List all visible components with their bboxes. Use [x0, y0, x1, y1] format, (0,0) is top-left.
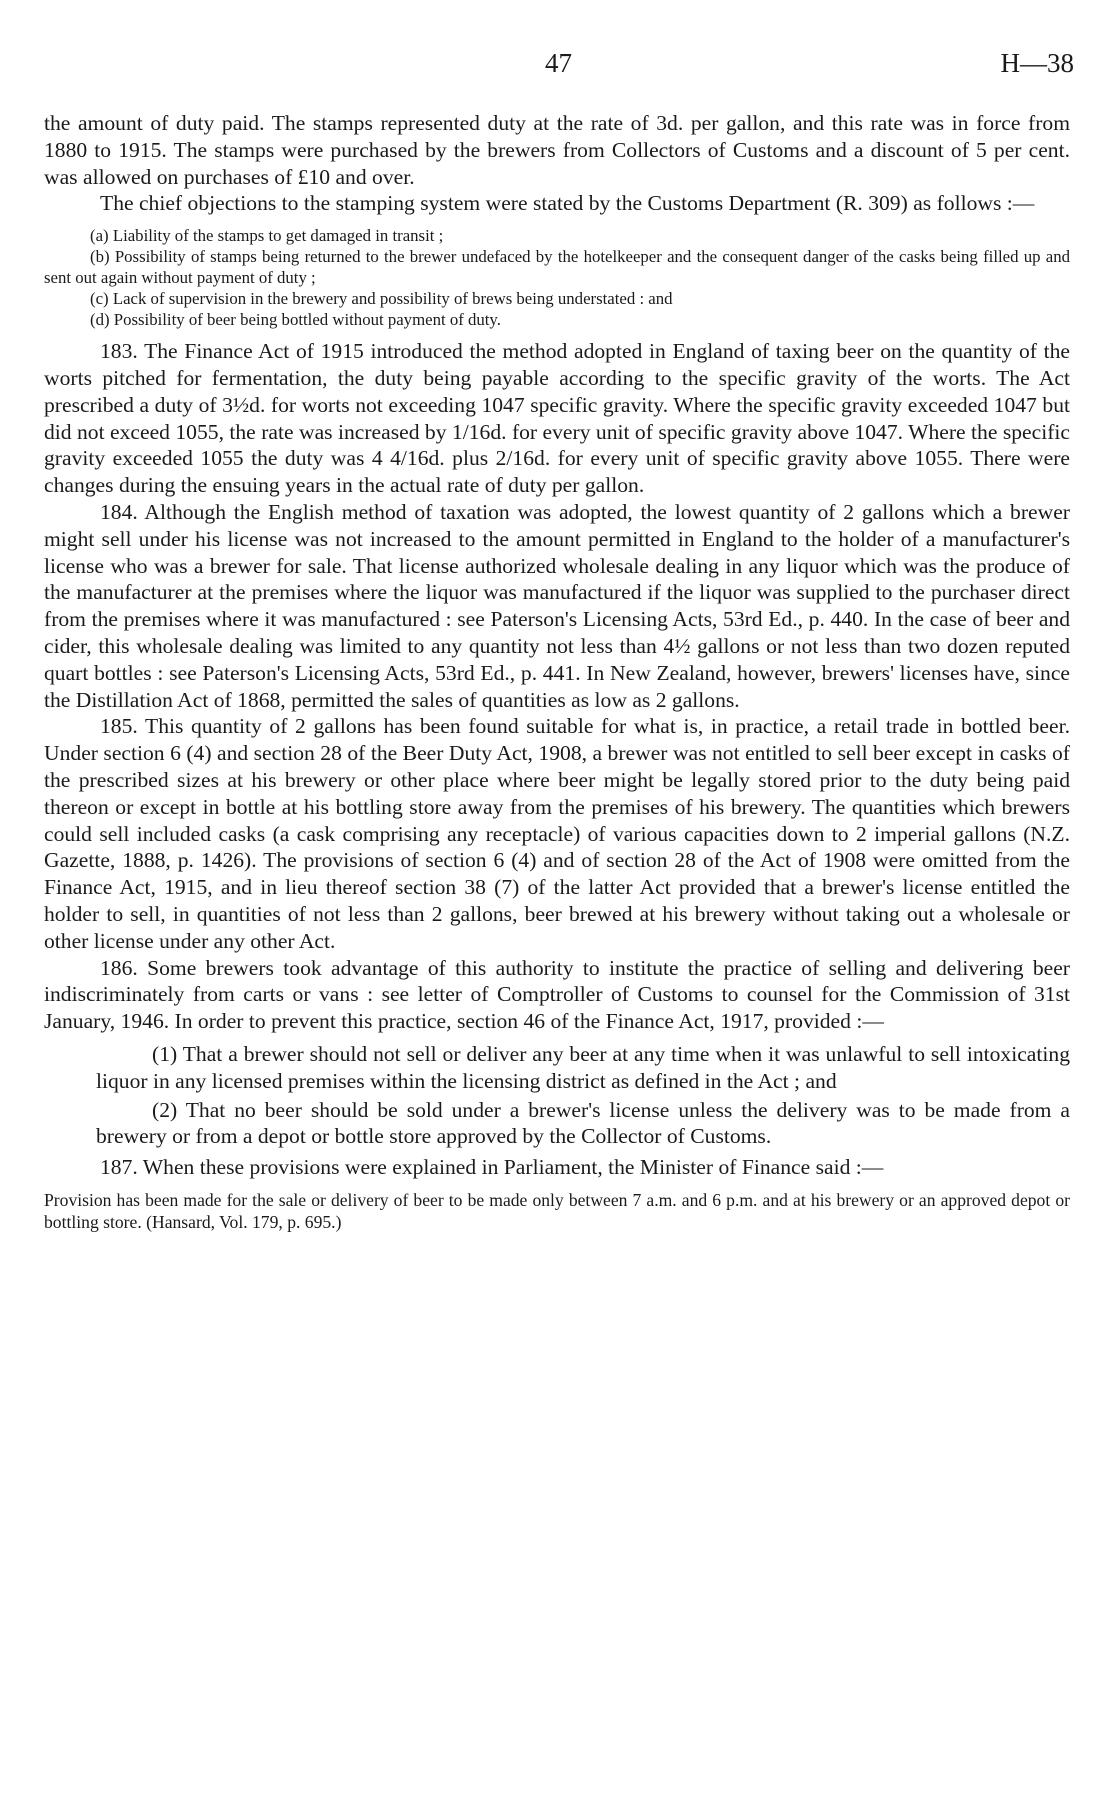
paragraph-183: 183. The Finance Act of 1915 introduced the method adopted in England of taxing beer on the quantity of the worts pitched for fermentation, the duty being payable according to the specific gravity of the worts. The Act prescribed a duty of 3½d. for worts not exceeding 1047 specific gravity. Where the specific gravity exceeded 1047 but did not exceed 1055, the rate was increased by 1/16d. for every unit of specific gravity above 1047. Where the specific gravity exceeded 1055 the duty was 4 4/16d. plus 2/16d. for every unit of specific gravity above 1055. There were changes during the ensuing years in the actual rate of duty per gallon.: [44, 339, 1070, 498]
paragraph-objections-intro: The chief objections to the stamping system were stated by the Customs Department (R. 309) as follows :—: [100, 191, 1035, 216]
objection-item-b: (b) Possibility of stamps being returned to the brewer undefaced by the hotelkeeper and the consequent danger of the casks being filled up and sent out again without payment of duty ;: [44, 247, 1070, 288]
provisions-list: [96, 1041, 1070, 1150]
objection-item-d: (d) Possibility of beer being bottled without payment of duty.: [90, 310, 501, 330]
quote-text: Provision has been made for the sale or delivery of beer to be made only between 7 a.m. and 6 p.m. and at his brewery or an approved depot or bottling store. (Hansard, Vol. 179, p. 695.): [44, 1189, 1070, 1232]
objection-item-a: (a) Liability of the stamps to get damaged in transit ;: [90, 226, 444, 246]
provision-item-2: (2) That no beer should be sold under a brewer's license unless the delivery was to be made from a brewery or from a depot or bottle store approved by the Collector of Customs.: [96, 1097, 1070, 1149]
objections-list: [44, 225, 1070, 330]
page-header: [0, 48, 1114, 82]
provision-item-1: (1) That a brewer should not sell or deliver any beer at any time when it was unlawful to sell intoxicating liquor in any licensed premises within the licensing district as defined in the Act ; and: [96, 1041, 1070, 1093]
page-body: [44, 110, 1070, 1233]
paragraph-185: 185. This quantity of 2 gallons has been found suitable for what is, in practice, a retail trade in bottled beer. Under section 6 (4) and section 28 of the Beer Duty Act, 1908, a brewer was not entitled to sell beer except in casks of the prescribed sizes at his brewery or other place where beer might be legally stored prior to the duty being paid thereon or except in bottle at his bottling store away from the premises of his brewery. The quantities which brewers could sell included casks (a cask comprising any receptacle) of various capacities down to 2 imperial gallons (N.Z. Gazette, 1888, p. 1426). The provisions of section 6 (4) and of section 28 of the Act of 1908 were omitted from the Finance Act, 1915, and in lieu thereof section 38 (7) of the latter Act provided that a brewer's license entitled the holder to sell, in quantities of not less than 2 gallons, beer brewed at his brewery without taking out a wholesale or other license under any other Act.: [44, 714, 1070, 953]
paragraph-184: 184. Although the English method of taxation was adopted, the lowest quantity of 2 gallons which a brewer might sell under his license was not increased to the amount permitted in England to the holder of a manufacturer's license who was a brewer for sale. That license authorized wholesale dealing in any liquor which was the produce of the manufacturer at the premises where the liquor was manufactured if the liquor was supplied to the purchaser direct from the premises where it was manufactured : see Paterson's Licensing Acts, 53rd Ed., p. 440. In the case of beer and cider, this wholesale dealing was limited to any quantity not less than 4½ gallons or not less than two dozen reputed quart bottles : see Paterson's Licensing Acts, 53rd Ed., p. 441. In New Zealand, however, brewers' licenses have, since the Distillation Act of 1868, permitted the sales of quantities as low as 2 gallons.: [44, 499, 1070, 712]
paragraph-continued: the amount of duty paid. The stamps represented duty at the rate of 3d. per gallon, and this rate was in force from 1880 to 1915. The stamps were purchased by the brewers from Collectors of Customs and a discount of 5 per cent. was allowed on purchases of £10 and over.: [44, 111, 1070, 189]
objection-item-c: (c) Lack of supervision in the brewery and possibility of brews being understated : and: [90, 289, 673, 309]
hansard-quote: [44, 1189, 1070, 1233]
paragraph-187: 187. When these provisions were explained in Parliament, the Minister of Finance said :—: [100, 1155, 884, 1180]
document-reference: H—38: [1000, 48, 1074, 78]
paragraph-186: 186. Some brewers took advantage of this authority to institute the practice of selling and delivering beer indiscriminately from carts or vans : see letter of Comptroller of Customs to counsel for the Commission of 31st January, 1946. In order to prevent this practice, section 46 of the Finance Act, 1917, provided :—: [44, 955, 1070, 1034]
page-number: 47: [545, 48, 572, 78]
